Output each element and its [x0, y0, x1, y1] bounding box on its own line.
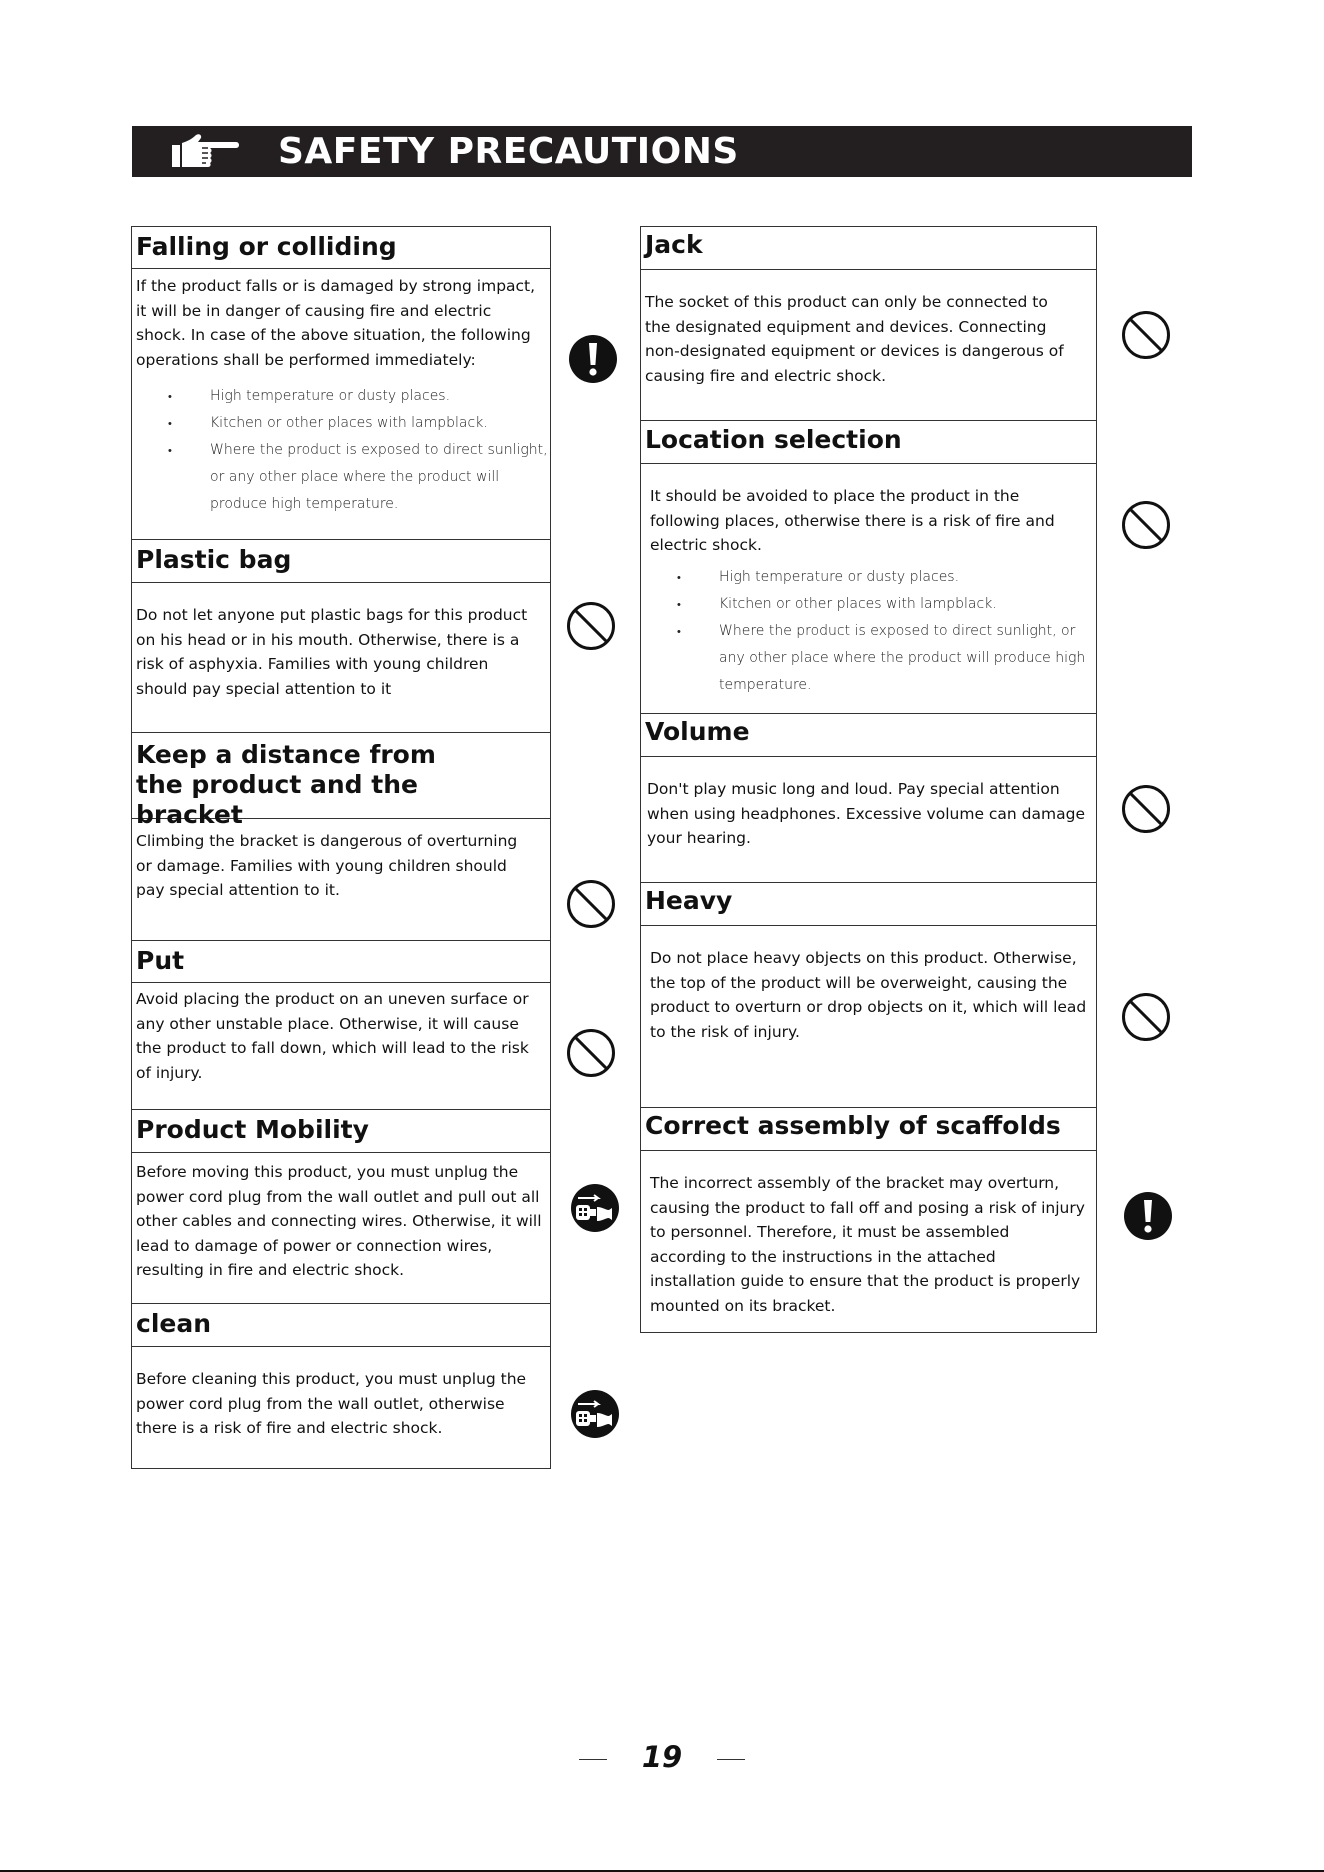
page-number-dash-right	[717, 1759, 745, 1760]
section-title: Product Mobility	[132, 1110, 550, 1153]
section-put	[131, 940, 551, 1110]
prohibited-icon	[566, 879, 616, 929]
section-title: Put	[132, 941, 550, 983]
section-body: Before moving this product, you must unplug the power cord plug from the wall outlet and pull out all other cables and connecting wires. Otherwise, it will lead to damage of power or connection wires, resulting in fire and electric shock.	[136, 1163, 542, 1279]
exclamation-icon	[1123, 1191, 1173, 1241]
section-body: Avoid placing the product on an uneven surface or any other unstable place. Otherwise, it will cause the product to fall down, which will lead to the risk of injury.	[136, 990, 529, 1082]
section-plastic-bag	[131, 539, 551, 733]
section-body: Do not let anyone put plastic bags for this product on his head or in his mouth. Otherwise, there is a risk of asphyxia. Families with young children should pay special attention to it	[136, 606, 528, 698]
unplug-icon	[570, 1183, 620, 1233]
list-item: • Where the product is exposed to direct sunlight, or any other place where the product will produce high temperature.	[641, 618, 1090, 699]
prohibited-icon	[566, 1028, 616, 1078]
prohibited-icon	[1121, 310, 1171, 360]
section-distance	[131, 732, 551, 941]
page-title: SAFETY PRECAUTIONS	[278, 131, 739, 172]
section-body: The incorrect assembly of the bracket may overturn, causing the product to fall off and posing a risk of injury to personnel. Therefore, it must be assembled according to the instructions in the attached installation guide to ensure that the product is properly mounted on its bracket.	[650, 1174, 1085, 1315]
list-item: • High temperature or dusty places.	[641, 564, 1090, 591]
page-number: 19	[641, 1740, 683, 1774]
section-jack	[640, 226, 1097, 421]
prohibited-icon	[566, 601, 616, 651]
section-title: Keep a distance from the product and the bracket	[132, 733, 550, 819]
section-mobility	[131, 1109, 551, 1304]
pointing-hand-icon	[168, 131, 248, 173]
section-title: Falling or colliding	[132, 227, 550, 269]
section-title: Heavy	[641, 883, 1096, 926]
section-clean	[131, 1303, 551, 1469]
list-item: • Where the product is exposed to direct sunlight, or any other place where the product will produce high temperature.	[132, 437, 550, 518]
bullet-list	[641, 564, 1096, 699]
bullet-list	[132, 383, 550, 518]
list-item: • Kitchen or other places with lampblack.	[132, 410, 550, 437]
section-heavy	[640, 882, 1097, 1108]
section-body: Before cleaning this product, you must unplug the power cord plug from the wall outlet, otherwise there is a risk of fire and electric shock.	[136, 1370, 527, 1437]
section-body: Climbing the bracket is dangerous of overturning or damage. Families with young children should pay special attention to it.	[136, 832, 518, 899]
prohibited-icon	[1121, 784, 1171, 834]
section-volume	[640, 713, 1097, 883]
header-bar	[132, 126, 1192, 177]
section-body: It should be avoided to place the product in the following places, otherwise there is a risk of fire and electric shock.	[650, 487, 1055, 554]
exclamation-icon	[568, 334, 618, 384]
section-body: The socket of this product can only be connected to the designated equipment and devices. Connecting non-designated equipment or devices is dangerous of causing fire and electric shock.	[645, 293, 1064, 385]
section-title: clean	[132, 1304, 550, 1347]
section-location	[640, 420, 1097, 714]
prohibited-icon	[1121, 500, 1171, 550]
list-item: • Kitchen or other places with lampblack.	[641, 591, 1090, 618]
section-title: Correct assembly of scaffolds	[641, 1108, 1096, 1151]
section-title: Plastic bag	[132, 540, 550, 583]
section-title: Jack	[641, 227, 1096, 270]
list-item: • High temperature or dusty places.	[132, 383, 550, 410]
section-title: Volume	[641, 714, 1096, 757]
section-body: If the product falls or is damaged by strong impact, it will be in danger of causing fire and electric shock. In case of the above situation, the following operations shall be performed immediately:	[136, 277, 536, 369]
section-body: Don't play music long and loud. Pay special attention when using headphones. Excessive volume can damage your hearing.	[647, 780, 1085, 847]
section-body: Do not place heavy objects on this product. Otherwise, the top of the product will be overweight, causing the product to overturn or drop objects on it, which will lead to the risk of injury.	[650, 949, 1087, 1041]
prohibited-icon	[1121, 992, 1171, 1042]
unplug-icon	[570, 1389, 620, 1439]
section-scaffolds	[640, 1107, 1097, 1333]
section-title: Location selection	[641, 421, 1096, 464]
section-falling	[131, 226, 551, 540]
